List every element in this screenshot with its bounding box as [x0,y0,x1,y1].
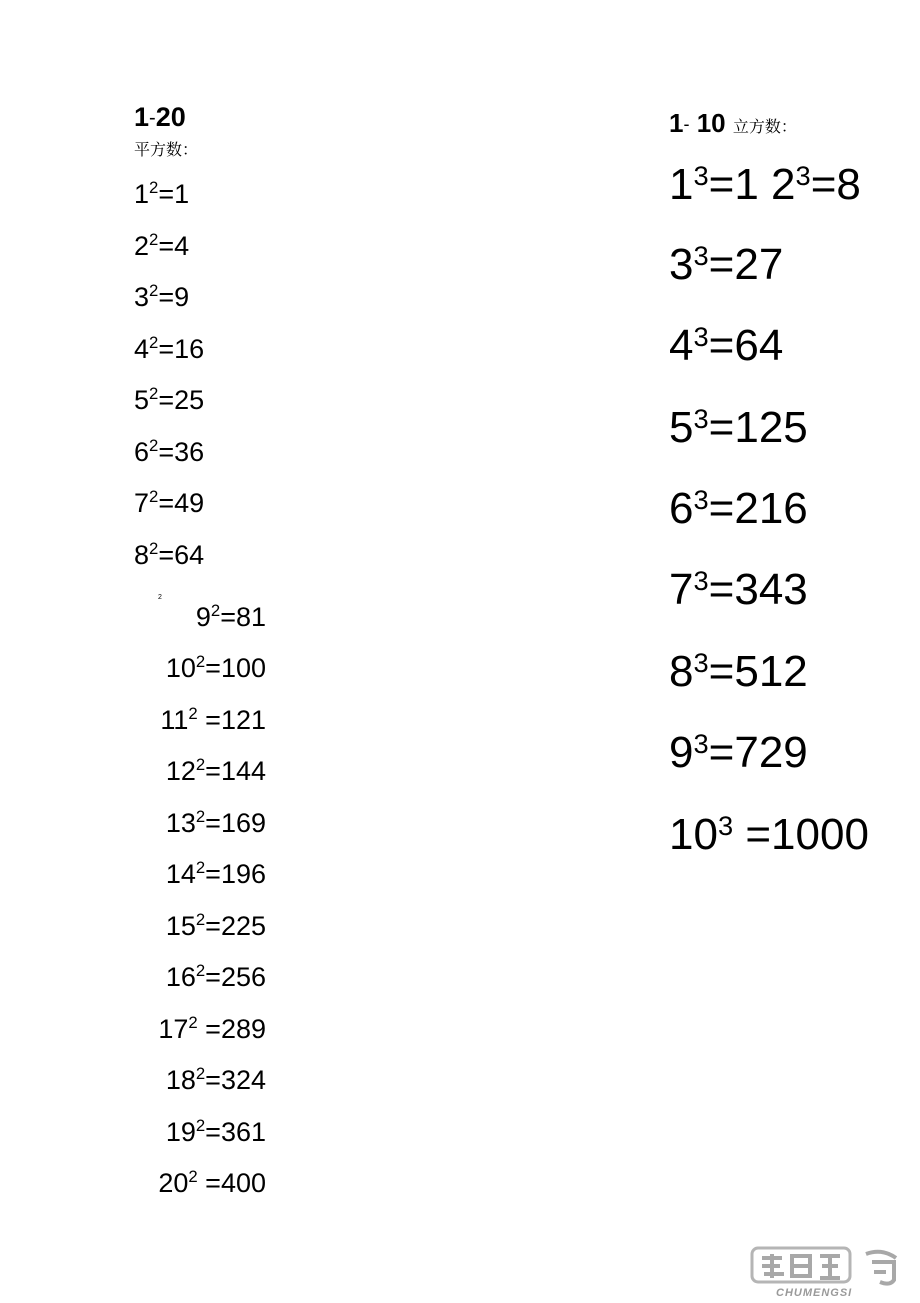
squares-subtitle: 平方数： [134,142,199,159]
cube-entry: $10^3 =1000$ [669,809,869,859]
cubes-label: 立方数： [732,119,797,136]
stray-superscript-mark: 2 [158,594,162,601]
square-entry: $20^2 =400$ [158,1167,266,1198]
watermark-glyph [820,1256,840,1278]
watermark-glyph [792,1256,810,1276]
cube-entry: $8^3=512$ [669,646,808,696]
square-entry: $16^2=256$ [165,961,266,992]
watermark-text: CHUMENGSI [776,1287,853,1299]
watermark-glyph [762,1254,784,1278]
square-entry: $6^2=36$ [134,436,205,467]
square-entry: $18^2=324$ [165,1064,266,1095]
square-entry: $2^2=4$ [134,230,190,261]
square-entry: $13^2=169$ [165,807,266,838]
square-entry: $14^2=196$ [165,858,266,889]
square-entry: $10^2=100$ [165,652,266,683]
square-entry: $7^2=49$ [134,487,205,518]
cubes-heading: 1- 10 立方数： [669,108,797,138]
cube-entry: $5^3=125$ [669,402,808,452]
cube-entry: $9^3=729$ [669,727,808,777]
cube-entry: $6^3=216$ [669,483,808,533]
square-entry: $4^2=16$ [134,333,205,364]
square-entry: $15^2=225$ [165,910,266,941]
square-entry: $19^2=361$ [165,1116,266,1147]
squares-heading: 1-20 [134,102,186,132]
square-entry: $8^2=64$ [134,539,205,570]
watermark-glyph [866,1252,896,1284]
square-entry: $1^2=1$ [134,178,190,209]
square-entry: $3^2=9$ [134,281,190,312]
square-entry: $9^2=81$ [195,601,266,632]
cube-entry: $3^3=27$ [669,239,784,289]
square-entry: $17^2 =289$ [158,1013,266,1044]
square-entry: $11^2 =121$ [160,704,266,735]
square-entry: $5^2=25$ [134,384,205,415]
cube-entry-pair: $1^3=1$ $2^3=8$ [669,159,861,209]
cube-entry: $7^3=343$ [669,564,808,614]
cube-entry: $4^3=64$ [669,320,784,370]
square-entry: $12^2=144$ [165,755,266,786]
